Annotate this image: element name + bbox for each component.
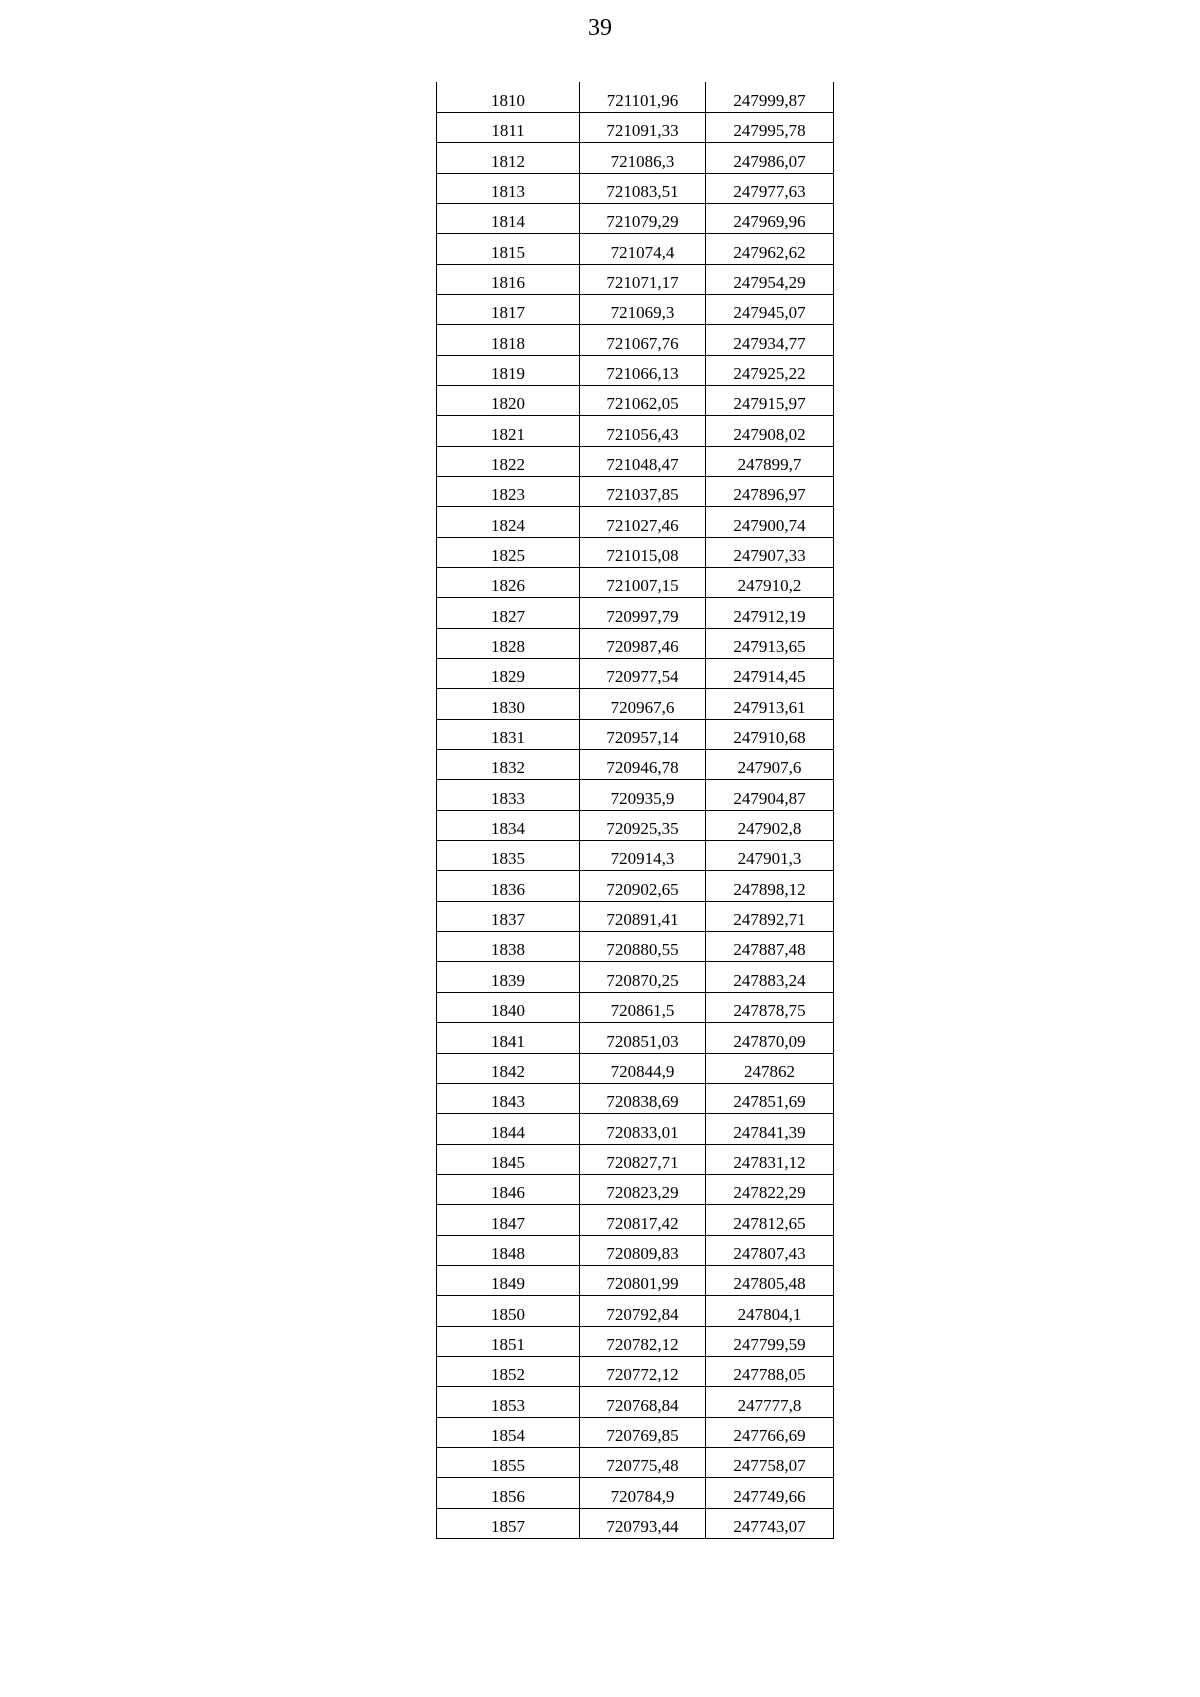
x-coordinate-cell: 721048,47 [580, 446, 706, 476]
point-number-cell: 1835 [437, 841, 580, 871]
table-row [437, 750, 834, 780]
point-number-cell: 1823 [437, 476, 580, 506]
x-coordinate-cell: 720902,65 [580, 871, 706, 901]
table-row [437, 1387, 834, 1417]
point-number-cell: 1824 [437, 507, 580, 537]
point-number-cell: 1818 [437, 325, 580, 355]
x-coordinate-cell: 720833,01 [580, 1114, 706, 1144]
y-coordinate-cell: 247749,66 [706, 1478, 834, 1508]
point-number-cell: 1820 [437, 385, 580, 415]
y-coordinate-cell: 247934,77 [706, 325, 834, 355]
y-coordinate-cell: 247910,2 [706, 568, 834, 598]
table-row [437, 112, 834, 142]
y-coordinate-cell: 247986,07 [706, 143, 834, 173]
x-coordinate-cell: 721101,96 [580, 82, 706, 112]
point-number-cell: 1834 [437, 810, 580, 840]
y-coordinate-cell: 247913,61 [706, 689, 834, 719]
y-coordinate-cell: 247907,33 [706, 537, 834, 567]
table-row [437, 901, 834, 931]
table-row [437, 719, 834, 749]
y-coordinate-cell: 247870,09 [706, 1023, 834, 1053]
x-coordinate-cell: 721067,76 [580, 325, 706, 355]
x-coordinate-cell: 721015,08 [580, 537, 706, 567]
point-number-cell: 1828 [437, 628, 580, 658]
table-row [437, 1205, 834, 1235]
y-coordinate-cell: 247915,97 [706, 385, 834, 415]
y-coordinate-cell: 247969,96 [706, 203, 834, 233]
table-row [437, 1114, 834, 1144]
table-row [437, 385, 834, 415]
table-row [437, 568, 834, 598]
table-row [437, 325, 834, 355]
point-number-cell: 1853 [437, 1387, 580, 1417]
x-coordinate-cell: 720782,12 [580, 1326, 706, 1356]
y-coordinate-cell: 247999,87 [706, 82, 834, 112]
table-row [437, 1447, 834, 1477]
y-coordinate-cell: 247954,29 [706, 264, 834, 294]
point-number-cell: 1839 [437, 962, 580, 992]
table-row [437, 780, 834, 810]
y-coordinate-cell: 247902,8 [706, 810, 834, 840]
point-number-cell: 1832 [437, 750, 580, 780]
point-number-cell: 1845 [437, 1144, 580, 1174]
y-coordinate-cell: 247945,07 [706, 294, 834, 324]
coordinates-table [436, 82, 834, 1539]
table-row [437, 1023, 834, 1053]
y-coordinate-cell: 247901,3 [706, 841, 834, 871]
x-coordinate-cell: 721079,29 [580, 203, 706, 233]
point-number-cell: 1812 [437, 143, 580, 173]
y-coordinate-cell: 247910,68 [706, 719, 834, 749]
page-number: 39 [588, 15, 612, 41]
y-coordinate-cell: 247925,22 [706, 355, 834, 385]
point-number-cell: 1837 [437, 901, 580, 931]
point-number-cell: 1816 [437, 264, 580, 294]
table-row [437, 628, 834, 658]
table-row [437, 1265, 834, 1295]
table-row [437, 173, 834, 203]
y-coordinate-cell: 247995,78 [706, 112, 834, 142]
point-number-cell: 1855 [437, 1447, 580, 1477]
point-number-cell: 1850 [437, 1296, 580, 1326]
point-number-cell: 1813 [437, 173, 580, 203]
table-row [437, 82, 834, 112]
x-coordinate-cell: 720775,48 [580, 1447, 706, 1477]
y-coordinate-cell: 247898,12 [706, 871, 834, 901]
point-number-cell: 1817 [437, 294, 580, 324]
point-number-cell: 1822 [437, 446, 580, 476]
table-row [437, 355, 834, 385]
point-number-cell: 1842 [437, 1053, 580, 1083]
point-number-cell: 1847 [437, 1205, 580, 1235]
x-coordinate-cell: 720827,71 [580, 1144, 706, 1174]
x-coordinate-cell: 720809,83 [580, 1235, 706, 1265]
y-coordinate-cell: 247900,74 [706, 507, 834, 537]
y-coordinate-cell: 247822,29 [706, 1174, 834, 1204]
table-row [437, 203, 834, 233]
x-coordinate-cell: 720925,35 [580, 810, 706, 840]
point-number-cell: 1827 [437, 598, 580, 628]
table-row [437, 1083, 834, 1113]
x-coordinate-cell: 720935,9 [580, 780, 706, 810]
table-row [437, 537, 834, 567]
x-coordinate-cell: 721083,51 [580, 173, 706, 203]
x-coordinate-cell: 720967,6 [580, 689, 706, 719]
x-coordinate-cell: 721027,46 [580, 507, 706, 537]
x-coordinate-cell: 720817,42 [580, 1205, 706, 1235]
point-number-cell: 1851 [437, 1326, 580, 1356]
x-coordinate-cell: 720957,14 [580, 719, 706, 749]
x-coordinate-cell: 720880,55 [580, 932, 706, 962]
table-row [437, 962, 834, 992]
point-number-cell: 1811 [437, 112, 580, 142]
x-coordinate-cell: 720977,54 [580, 659, 706, 689]
point-number-cell: 1848 [437, 1235, 580, 1265]
table-row [437, 1053, 834, 1083]
y-coordinate-cell: 247862 [706, 1053, 834, 1083]
y-coordinate-cell: 247904,87 [706, 780, 834, 810]
table-row [437, 810, 834, 840]
point-number-cell: 1843 [437, 1083, 580, 1113]
y-coordinate-cell: 247788,05 [706, 1356, 834, 1386]
point-number-cell: 1829 [437, 659, 580, 689]
x-coordinate-cell: 720851,03 [580, 1023, 706, 1053]
table-row [437, 1174, 834, 1204]
table-row [437, 689, 834, 719]
x-coordinate-cell: 721074,4 [580, 234, 706, 264]
x-coordinate-cell: 721066,13 [580, 355, 706, 385]
x-coordinate-cell: 720838,69 [580, 1083, 706, 1113]
y-coordinate-cell: 247812,65 [706, 1205, 834, 1235]
table-row [437, 659, 834, 689]
x-coordinate-cell: 721069,3 [580, 294, 706, 324]
table-row [437, 1508, 834, 1538]
x-coordinate-cell: 720844,9 [580, 1053, 706, 1083]
y-coordinate-cell: 247912,19 [706, 598, 834, 628]
x-coordinate-cell: 721037,85 [580, 476, 706, 506]
y-coordinate-cell: 247878,75 [706, 992, 834, 1022]
table-row [437, 143, 834, 173]
y-coordinate-cell: 247841,39 [706, 1114, 834, 1144]
x-coordinate-cell: 721062,05 [580, 385, 706, 415]
x-coordinate-cell: 720784,9 [580, 1478, 706, 1508]
point-number-cell: 1849 [437, 1265, 580, 1295]
y-coordinate-cell: 247777,8 [706, 1387, 834, 1417]
point-number-cell: 1844 [437, 1114, 580, 1144]
y-coordinate-cell: 247977,63 [706, 173, 834, 203]
point-number-cell: 1826 [437, 568, 580, 598]
table-row [437, 841, 834, 871]
table-row [437, 1356, 834, 1386]
x-coordinate-cell: 720801,99 [580, 1265, 706, 1295]
y-coordinate-cell: 247805,48 [706, 1265, 834, 1295]
y-coordinate-cell: 247831,12 [706, 1144, 834, 1174]
point-number-cell: 1857 [437, 1508, 580, 1538]
x-coordinate-cell: 720769,85 [580, 1417, 706, 1447]
x-coordinate-cell: 720792,84 [580, 1296, 706, 1326]
x-coordinate-cell: 721007,15 [580, 568, 706, 598]
table-row [437, 264, 834, 294]
y-coordinate-cell: 247743,07 [706, 1508, 834, 1538]
table-row [437, 1326, 834, 1356]
point-number-cell: 1838 [437, 932, 580, 962]
table-row [437, 234, 834, 264]
x-coordinate-cell: 721071,17 [580, 264, 706, 294]
x-coordinate-cell: 720793,44 [580, 1508, 706, 1538]
table-row [437, 1417, 834, 1447]
table-row [437, 1144, 834, 1174]
point-number-cell: 1833 [437, 780, 580, 810]
x-coordinate-cell: 720768,84 [580, 1387, 706, 1417]
x-coordinate-cell: 721086,3 [580, 143, 706, 173]
y-coordinate-cell: 247883,24 [706, 962, 834, 992]
point-number-cell: 1819 [437, 355, 580, 385]
y-coordinate-cell: 247914,45 [706, 659, 834, 689]
x-coordinate-cell: 720861,5 [580, 992, 706, 1022]
point-number-cell: 1854 [437, 1417, 580, 1447]
point-number-cell: 1846 [437, 1174, 580, 1204]
point-number-cell: 1825 [437, 537, 580, 567]
y-coordinate-cell: 247913,65 [706, 628, 834, 658]
x-coordinate-cell: 720987,46 [580, 628, 706, 658]
x-coordinate-cell: 720946,78 [580, 750, 706, 780]
y-coordinate-cell: 247896,97 [706, 476, 834, 506]
y-coordinate-cell: 247851,69 [706, 1083, 834, 1113]
table-row [437, 507, 834, 537]
x-coordinate-cell: 720997,79 [580, 598, 706, 628]
x-coordinate-cell: 720772,12 [580, 1356, 706, 1386]
y-coordinate-cell: 247799,59 [706, 1326, 834, 1356]
table-row [437, 1296, 834, 1326]
y-coordinate-cell: 247962,62 [706, 234, 834, 264]
y-coordinate-cell: 247804,1 [706, 1296, 834, 1326]
y-coordinate-cell: 247899,7 [706, 446, 834, 476]
x-coordinate-cell: 720870,25 [580, 962, 706, 992]
point-number-cell: 1836 [437, 871, 580, 901]
point-number-cell: 1852 [437, 1356, 580, 1386]
point-number-cell: 1841 [437, 1023, 580, 1053]
table-row [437, 992, 834, 1022]
y-coordinate-cell: 247758,07 [706, 1447, 834, 1477]
table-row [437, 598, 834, 628]
point-number-cell: 1830 [437, 689, 580, 719]
table-row [437, 932, 834, 962]
y-coordinate-cell: 247907,6 [706, 750, 834, 780]
table-row [437, 1478, 834, 1508]
y-coordinate-cell: 247766,69 [706, 1417, 834, 1447]
y-coordinate-cell: 247892,71 [706, 901, 834, 931]
point-number-cell: 1856 [437, 1478, 580, 1508]
point-number-cell: 1831 [437, 719, 580, 749]
coordinates-table-body [437, 82, 834, 1539]
point-number-cell: 1840 [437, 992, 580, 1022]
x-coordinate-cell: 720823,29 [580, 1174, 706, 1204]
table-row [437, 1235, 834, 1265]
x-coordinate-cell: 721056,43 [580, 416, 706, 446]
y-coordinate-cell: 247807,43 [706, 1235, 834, 1265]
table-row [437, 416, 834, 446]
point-number-cell: 1821 [437, 416, 580, 446]
table-row [437, 871, 834, 901]
point-number-cell: 1814 [437, 203, 580, 233]
table-row [437, 446, 834, 476]
y-coordinate-cell: 247908,02 [706, 416, 834, 446]
table-row [437, 294, 834, 324]
point-number-cell: 1815 [437, 234, 580, 264]
x-coordinate-cell: 721091,33 [580, 112, 706, 142]
point-number-cell: 1810 [437, 82, 580, 112]
x-coordinate-cell: 720914,3 [580, 841, 706, 871]
table-row [437, 476, 834, 506]
y-coordinate-cell: 247887,48 [706, 932, 834, 962]
x-coordinate-cell: 720891,41 [580, 901, 706, 931]
